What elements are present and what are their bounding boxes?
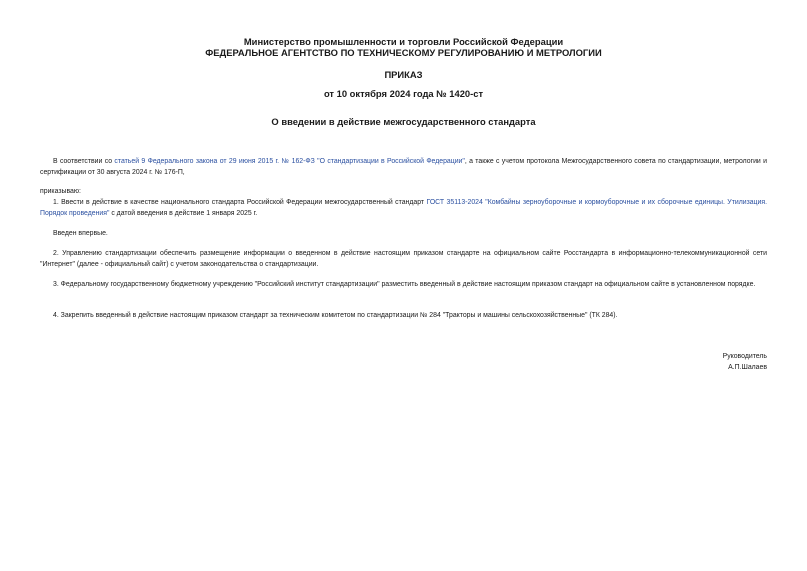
order-date-number: от 10 октября 2024 года № 1420-ст	[323, 88, 484, 99]
standard-link[interactable]: ГОСТ 35113-2024 "Комбайны зерноуборочные и кормоуборочные и их сборочные единицы. Утилизация. Порядок проведения"	[40, 199, 767, 217]
item-3-paragraph: 3. Федеральному государственному бюджетному учреждению "Российский институт стандартизации" разместить введенный в действие настоящим приказом стандарт на официальном сайте в установленном порядке.	[53, 281, 756, 288]
item-1-suffix: с датой введения в действие 1 января 2025 г.	[109, 210, 258, 217]
first-time-note: Введен впервые.	[53, 230, 108, 237]
doc-type-title: ПРИКАЗ	[384, 69, 423, 80]
item-1-prefix: 1. Ввести в действие в качестве национального стандарта Российской Федерации межгосударственный стандарт	[53, 199, 427, 206]
item-2-paragraph: 2. Управлению стандартизации обеспечить размещение информации о введенном в действие настоящим приказом стандарте на официальном сайте Росстандарта в информационно-телекоммуникационной сети "Интернет" (далее - официальный сайт) с учетом законодательства о стандартизации.	[40, 250, 767, 268]
signatory-position: Руководитель	[722, 353, 767, 360]
signatory-name: А.П.Шалаев	[728, 364, 767, 371]
law-link[interactable]: статьей 9 Федерального закона от 29 июня 2015 г. № 162-ФЗ "О стандартизации в Российской Федерации"	[114, 158, 465, 165]
item-4-paragraph: 4. Закрепить введенный в действие настоящим приказом стандарт за техническим комитетом по стандартизации № 284 "Тракторы и машины сельскохозяйственные" (ТК 284).	[53, 312, 618, 319]
ministry-name: Министерство промышленности и торговли Российской Федерации	[243, 36, 564, 47]
order-subject: О введении в действие межгосударственного стандарта	[271, 116, 536, 127]
preamble-prefix: В соответствии со	[53, 158, 115, 165]
agency-name: ФЕДЕРАЛЬНОЕ АГЕНТСТВО ПО ТЕХНИЧЕСКОМУ РЕГУЛИРОВАНИЮ И МЕТРОЛОГИИ	[205, 47, 602, 58]
item-1-paragraph	[40, 197, 767, 219]
preamble-paragraph	[40, 156, 767, 178]
preamble-suffix: , а также с учетом протокола Межгосударственного совета по стандартизации, метрологии и сертификации от 30 августа 2024 г. № 176-П,	[40, 158, 767, 176]
order-word: приказываю:	[40, 188, 81, 195]
